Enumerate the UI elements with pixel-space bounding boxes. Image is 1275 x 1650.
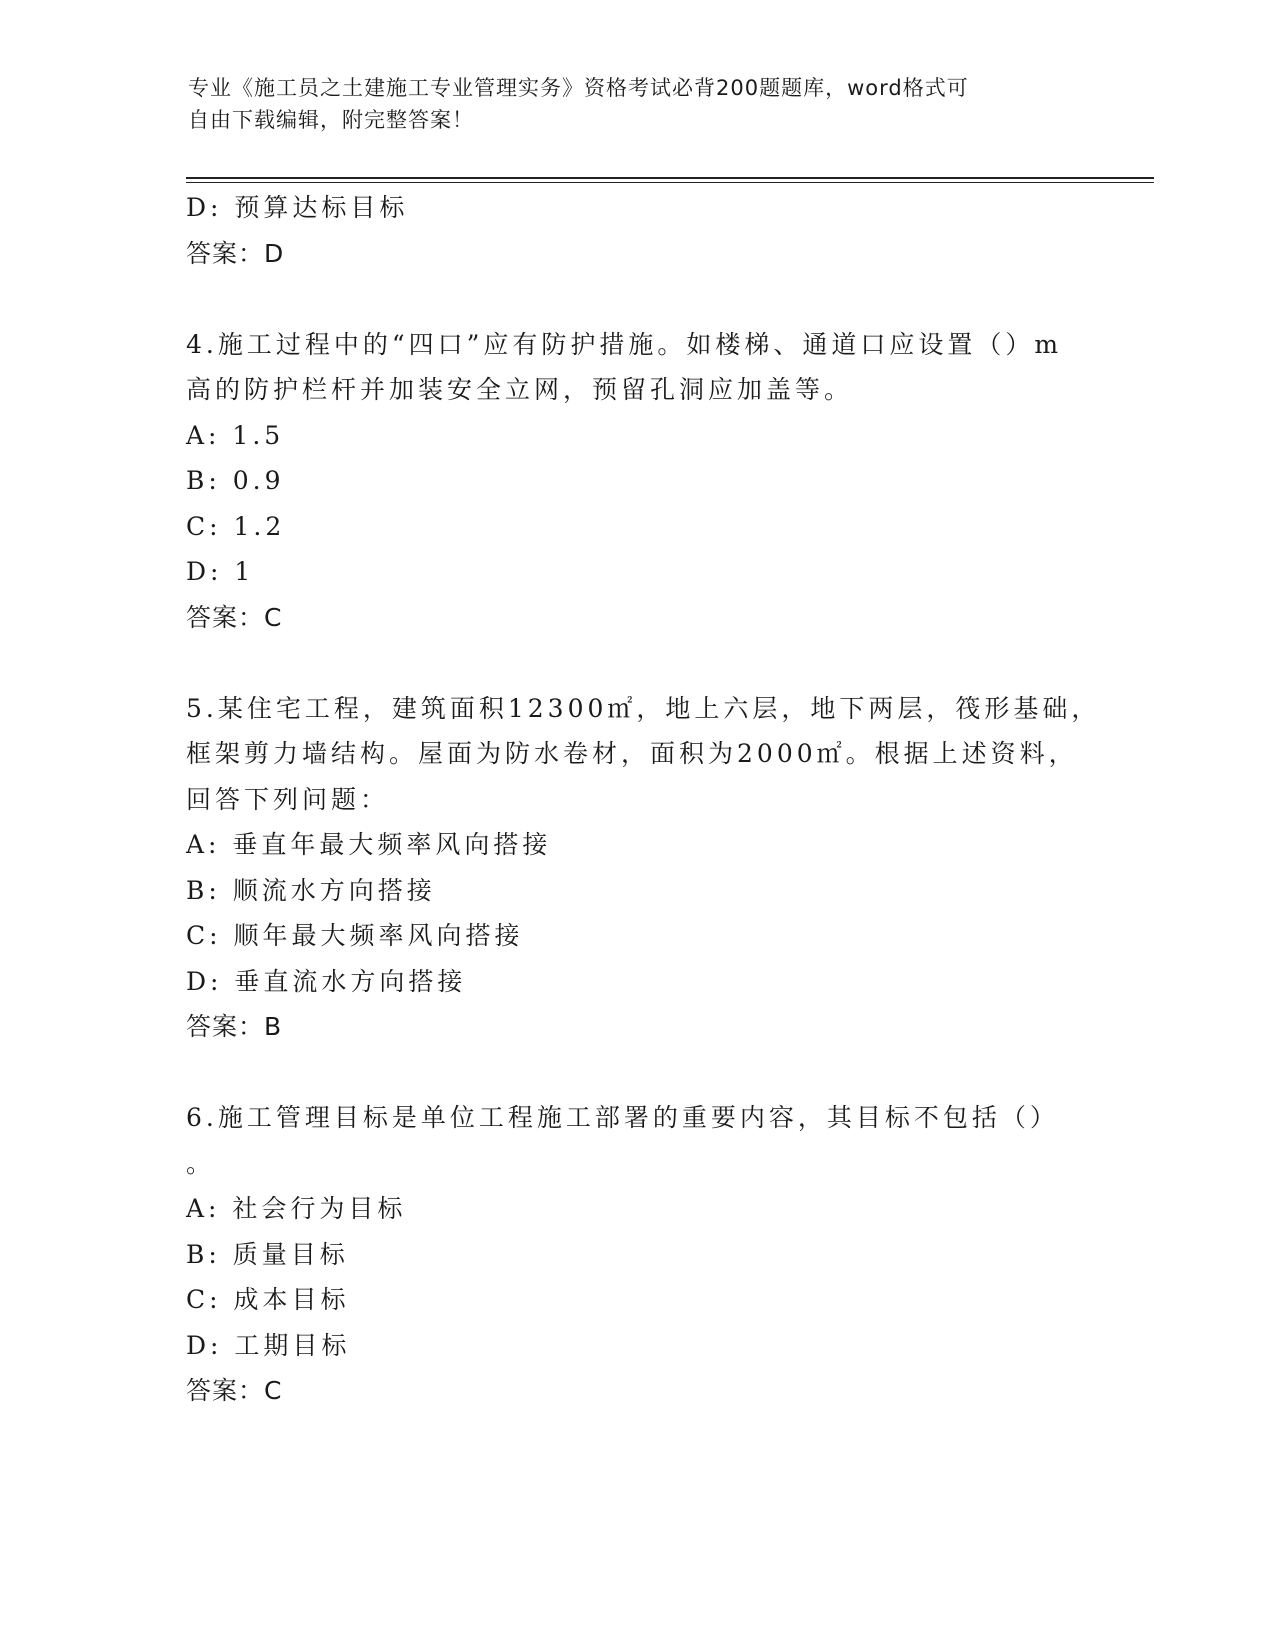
question-stem-cont: 回答下列问题： (186, 784, 390, 814)
question-5 (186, 686, 1101, 1050)
question-stem-cont: 框架剪力墙结构。屋面为防水卷材，面积为2000㎡。根据上述资料， (186, 739, 1078, 768)
header-rule-thick (186, 177, 1154, 179)
option-b: B: 顺流水方向搭接 (186, 875, 436, 905)
option-a: A: 1.5 (186, 420, 285, 450)
header-line-2: 自由下载编辑，附完整答案！ (188, 108, 474, 132)
header-rule-thin (186, 182, 1154, 183)
question-stem: 6.施工管理目标是单位工程施工部署的重要内容，其目标不包括（） (186, 1103, 1059, 1132)
option-d: D: 垂直流水方向搭接 (186, 966, 467, 996)
question-stem-cont: 高的防护栏杆并加装安全立网，预留孔洞应加盖等。 (186, 375, 854, 404)
question-stem-cont: 。 (186, 1148, 216, 1178)
question-stem: 5.某住宅工程，建筑面积12300㎡，地上六层，地下两层，筏形基础， (186, 693, 1101, 723)
option-a: A: 垂直年最大频率风向搭接 (186, 830, 552, 859)
document-body (186, 185, 1101, 1414)
option-c: C: 顺年最大频率风向搭接 (186, 921, 524, 950)
option-c: C: 成本目标 (186, 1285, 350, 1314)
question-stem: 4.施工过程中的“四口”应有防护措施。如楼梯、通道口应设置（）m (186, 329, 1063, 359)
answer-line: 答案：D (186, 238, 285, 268)
option-a: A: 社会行为目标 (186, 1194, 407, 1223)
option-d: D: 1 (186, 557, 255, 586)
answer-line: 答案：B (186, 1012, 283, 1041)
question-4 (186, 322, 1086, 641)
option-b: B: 质量目标 (186, 1239, 349, 1269)
header-line-1: 专业《施工员之土建施工专业管理实务》资格考试必背200题题库，word格式可 (188, 76, 969, 100)
answer-line: 答案：C (186, 1376, 283, 1405)
option-d: D: 工期目标 (186, 1330, 351, 1360)
question-prev (186, 185, 1086, 276)
question-6 (186, 1095, 1086, 1414)
document-header (188, 72, 1068, 136)
option-b: B: 0.9 (186, 466, 285, 495)
option-d: D: 预算达标目标 (186, 193, 409, 222)
answer-line: 答案：C (186, 602, 283, 632)
option-c: C: 1.2 (186, 511, 286, 541)
